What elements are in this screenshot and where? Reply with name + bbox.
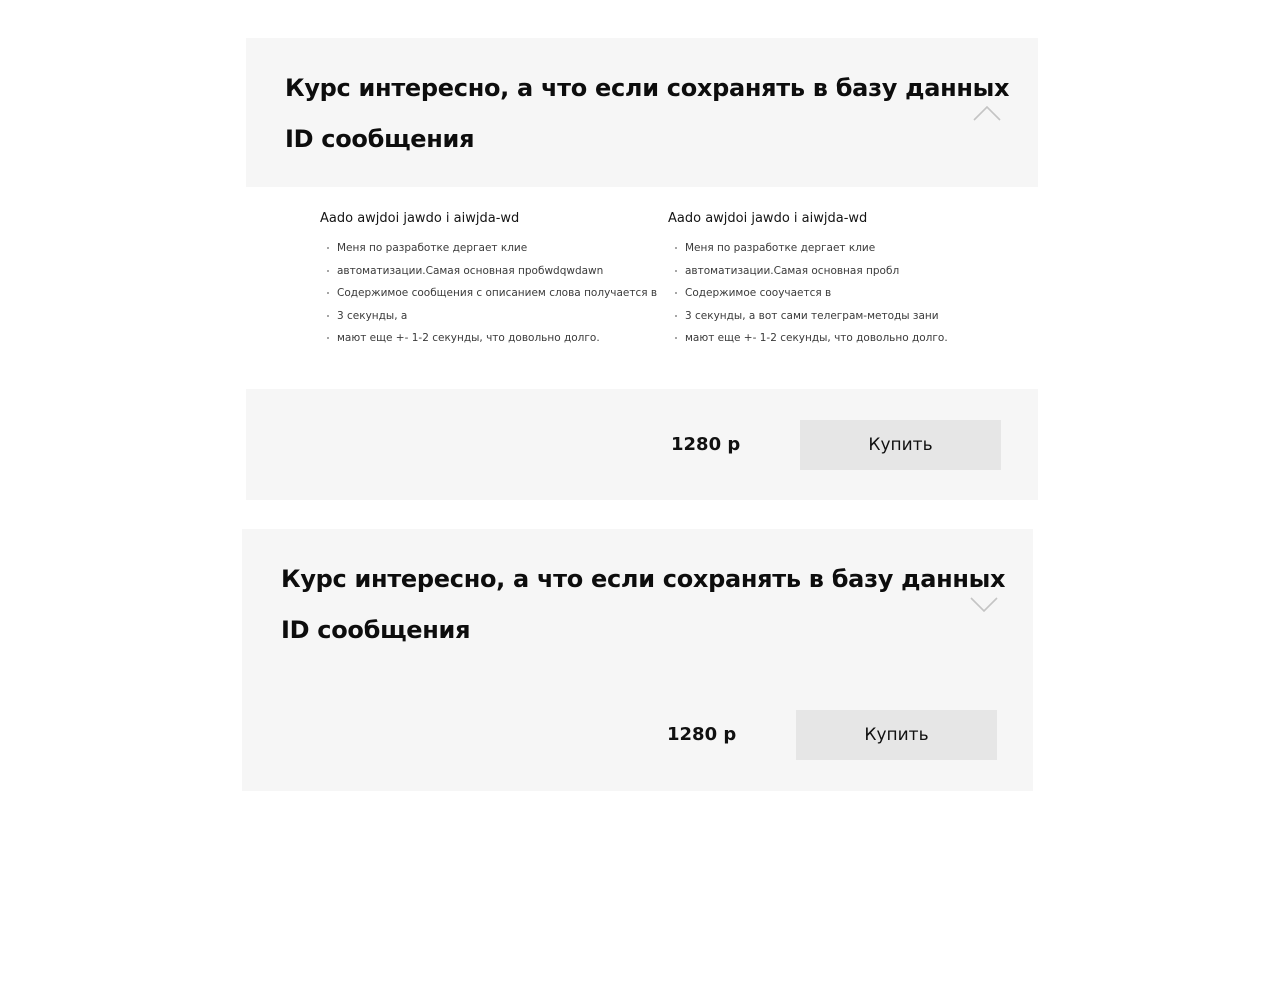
buy-button[interactable]: Купить [796,710,997,760]
bullet-list [668,237,948,350]
details-column [668,211,948,350]
column-heading: Aado awjdoi jawdo i aiwjda-wd [668,211,868,226]
list-item: мают еще +- 1-2 секунды, что довольно долго. [320,327,657,350]
course-header[interactable] [242,529,1033,679]
list-item: автоматизации.Самая основная пробл [668,260,948,283]
list-item: автоматизации.Самая основная пробwdqwdawn [320,260,657,283]
course-title-line-1: Курс интересно, а что если сохранять в базу данных [285,74,1010,102]
details-column [320,211,657,350]
list-item: 3 секунды, а [320,305,657,328]
course-title [285,63,1009,165]
chevron-down-icon[interactable] [969,595,999,613]
list-item: 3 секунды, а вот сами телеграм-методы зани [668,305,948,328]
list-item: Меня по разработке дергает клие [320,237,657,260]
bullet-list [320,237,657,350]
list-item: Меня по разработке дергает клие [668,237,948,260]
course-card-collapsed [242,529,1033,791]
list-item: мают еще +- 1-2 секунды, что довольно долго. [668,327,948,350]
list-item: Содержимое сооучается в [668,282,948,305]
purchase-bar [246,389,1038,500]
column-heading: Aado awjdoi jawdo i aiwjda-wd [320,211,520,226]
price: 1280 р [671,434,741,455]
list-item: Содержимое сообщения с описанием слова получается в [320,282,657,305]
price: 1280 р [667,724,737,745]
course-title-line-2: ID сообщения [285,125,475,153]
course-title-line-2: ID сообщения [281,616,471,644]
course-header[interactable] [246,38,1038,187]
course-title [281,554,1005,656]
chevron-up-icon[interactable] [972,104,1002,122]
course-title-line-1: Курс интересно, а что если сохранять в базу данных [281,565,1006,593]
buy-button[interactable]: Купить [800,420,1001,470]
